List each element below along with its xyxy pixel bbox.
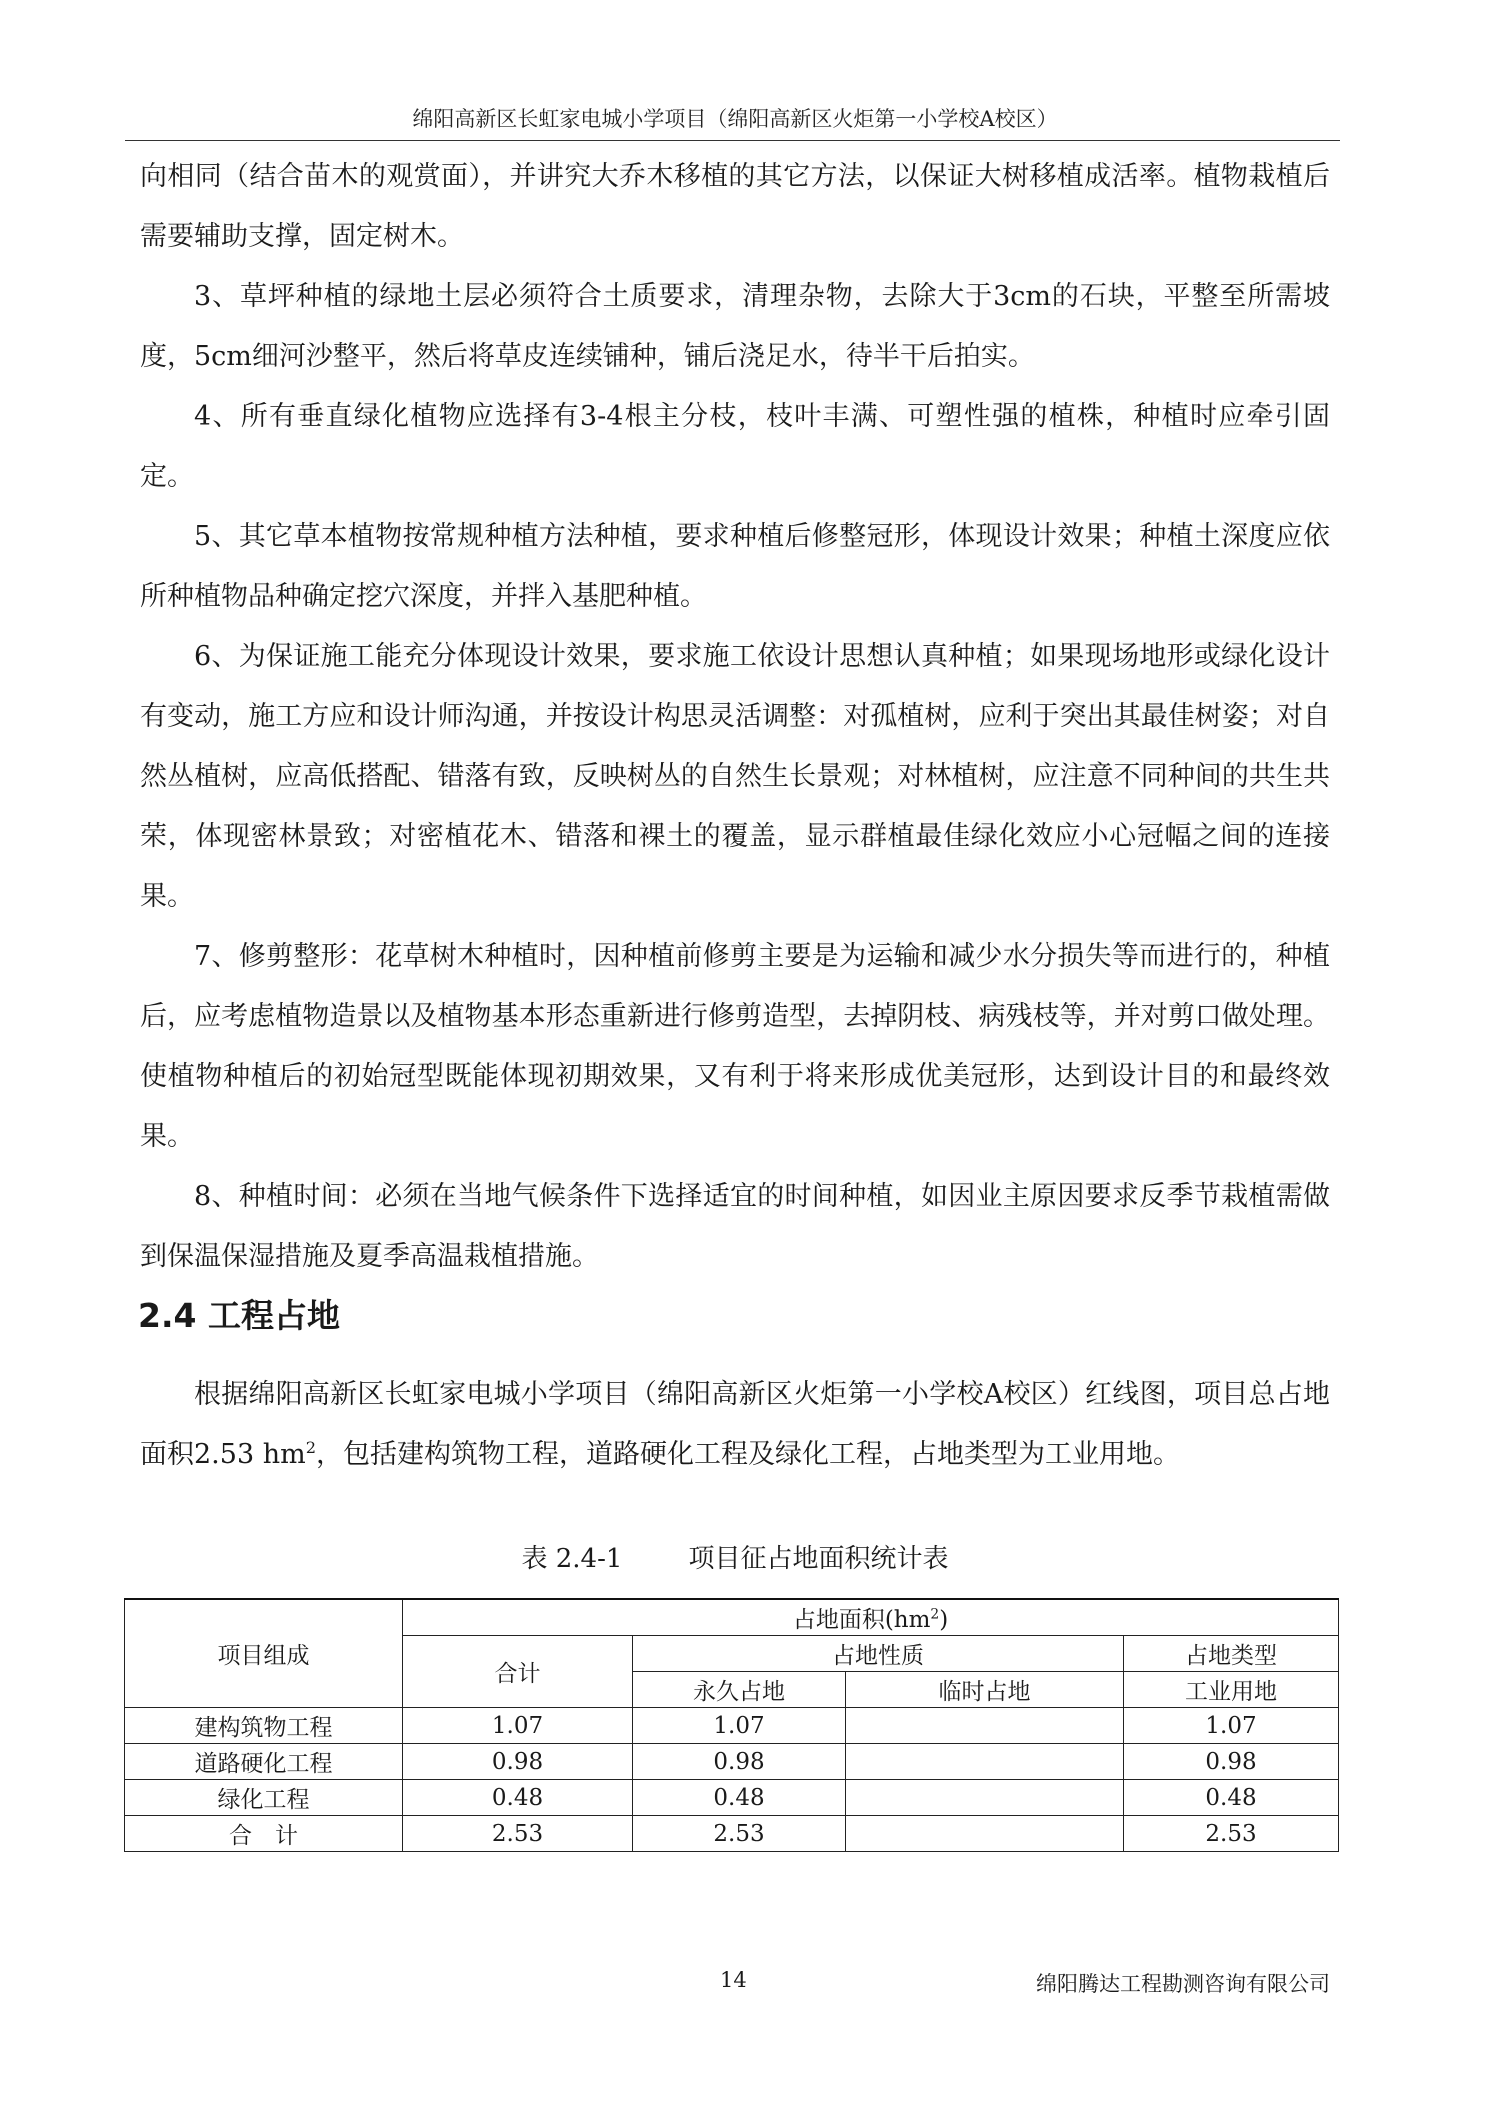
table-row: 道路硬化工程 0.98 0.98 0.98	[125, 1744, 1339, 1780]
table-row: 绿化工程 0.48 0.48 0.48	[125, 1780, 1339, 1816]
intro-text-a: 根据绵阳高新区长虹家电城小学项目（绵阳高新区火炬第一小学校A校区）红线图，项目总占地面积2.53 hm	[140, 1379, 1330, 1470]
table-caption: 表 2.4-1 项目征占地面积统计表	[521, 1544, 949, 1574]
header-temporary: 临时占地	[846, 1672, 1124, 1708]
intro-text-b: ，包括建构筑物工程，道路硬化工程及绿化工程，占地类型为工业用地。	[316, 1439, 1181, 1470]
table-row: 建构筑物工程 1.07 1.07 1.07	[125, 1708, 1339, 1744]
paragraph-8: 8、种植时间：必须在当地气候条件下选择适宜的时间种植，如因业主原因要求反季节栽植需做到保温保湿措施及夏季高温栽植措施。	[140, 1181, 1330, 1272]
paragraph-4: 4、所有垂直绿化植物应选择有3-4根主分枝，枝叶丰满、可塑性强的植株，种植时应牵引固定。	[140, 401, 1330, 492]
paragraph-3: 3、草坪种植的绿地土层必须符合土质要求，清理杂物，去除大于3cm的石块，平整至所需坡度，5cm细河沙整平，然后将草皮连续铺种，铺后浇足水，待半干后拍实。	[140, 281, 1330, 372]
table-row-total: 合 计 2.53 2.53 2.53	[125, 1816, 1339, 1852]
header-rule	[125, 140, 1340, 141]
header-project: 项目组成	[125, 1599, 403, 1708]
header-total: 合计	[403, 1636, 633, 1708]
land-area-table	[124, 1598, 1339, 1852]
paragraph-6: 6、为保证施工能充分体现设计效果，要求施工依设计思想认真种植；如果现场地形或绿化设计有变动，施工方应和设计师沟通，并按设计构思灵活调整：对孤植树，应利于突出其最佳树姿；对自然丛植树，应高低搭配、错落有致，反映树丛的自然生长景观；对林植树，应注意不同种间的共生共荣，体现密林景致；对密植花木、错落和裸土的覆盖，显示群植最佳绿化效应小心冠幅之间的连接果。	[140, 641, 1330, 912]
header-nature: 占地性质	[633, 1636, 1124, 1672]
footer-company: 绵阳腾达工程勘测咨询有限公司	[1036, 1972, 1330, 1996]
page-header: 绵阳高新区长虹家电城小学项目（绵阳高新区火炬第一小学校A校区）	[412, 107, 1058, 131]
section-heading: 2.4 工程占地	[138, 1296, 340, 1335]
header-area: 占地面积$(hm^2)$	[403, 1599, 1339, 1636]
header-type: 占地类型	[1124, 1636, 1339, 1672]
intro-superscript: 2	[305, 1438, 317, 1457]
section-intro	[140, 1365, 1330, 1485]
paragraph-continued: 向相同（结合苗木的观赏面），并讲究大乔木移植的其它方法，以保证大树移植成活率。植物栽植后需要辅助支撑，固定树木。	[140, 161, 1330, 252]
paragraph-7: 7、修剪整形：花草树木种植时，因种植前修剪主要是为运输和减少水分损失等而进行的，种植后，应考虑植物造景以及植物基本形态重新进行修剪造型，去掉阴枝、病残枝等，并对剪口做处理。使植物种植后的初始冠型既能体现初期效果，又有利于将来形成优美冠形，达到设计目的和最终效果。	[140, 941, 1330, 1152]
header-permanent: 永久占地	[633, 1672, 846, 1708]
page-number: 14	[720, 1968, 747, 1992]
paragraph-5: 5、其它草本植物按常规种植方法种植，要求种植后修整冠形，体现设计效果；种植土深度应依所种植物品种确定挖穴深度，并拌入基肥种植。	[140, 521, 1330, 612]
header-industrial: 工业用地	[1124, 1672, 1339, 1708]
